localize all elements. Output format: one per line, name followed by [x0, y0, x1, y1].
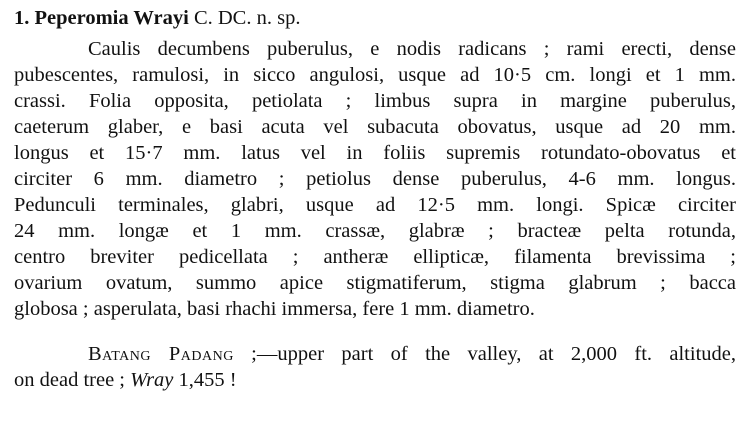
- description-line: ovarium ovatum, summo apice stigmatiferum, stigma glabrum ; bacca: [14, 272, 736, 294]
- description-line: longus et 15·7 mm. latus vel in foliis supremis rotundato-obovatus et: [14, 142, 736, 164]
- locality-substrate: on dead tree ;: [14, 369, 131, 391]
- species-number: 1.: [14, 7, 30, 29]
- description-line: caeterum glaber, e basi acuta vel subacuta obovatus, usque ad 20 mm.: [14, 116, 736, 138]
- description-line: 24 mm. longæ et 1 mm. crassæ, glabræ ; bracteæ pelta rotunda,: [14, 220, 736, 242]
- description-line: pubescentes, ramulosi, in sicco angulosi, usque ad 10·5 cm. longi et 1 mm.: [14, 64, 736, 86]
- description-line: crassi. Folia opposita, petiolata ; limbus supra in margine puberulus,: [14, 90, 736, 112]
- locality-description: ;—upper part of the valley, at 2,000 ft. altitude,: [233, 343, 736, 365]
- species-heading: [14, 6, 736, 31]
- description-line: globosa ; asperulata, basi rhachi immersa, fere 1 mm. diametro.: [14, 298, 535, 320]
- collector-name: Wray: [130, 369, 174, 391]
- species-authority: C. DC. n. sp.: [193, 7, 301, 29]
- locality-line: [14, 368, 736, 393]
- description-line: circiter 6 mm. diametro ; petiolus dense puberulus, 4-6 mm. longus.: [14, 168, 736, 190]
- species-name: Peperomia Wrayi: [34, 7, 189, 29]
- locality-place: Batang Padang: [88, 343, 234, 365]
- description-line: Pedunculi terminales, glabri, usque ad 12·5 mm. longi. Spicæ circiter: [14, 194, 736, 216]
- description-line: centro breviter pedicellata ; antheræ ellipticæ, filamenta brevissima ;: [14, 246, 736, 268]
- collection-number: 1,455 !: [173, 369, 237, 391]
- description-line: Caulis decumbens puberulus, e nodis radicans ; rami erecti, dense: [88, 38, 736, 60]
- locality-line: [88, 342, 736, 367]
